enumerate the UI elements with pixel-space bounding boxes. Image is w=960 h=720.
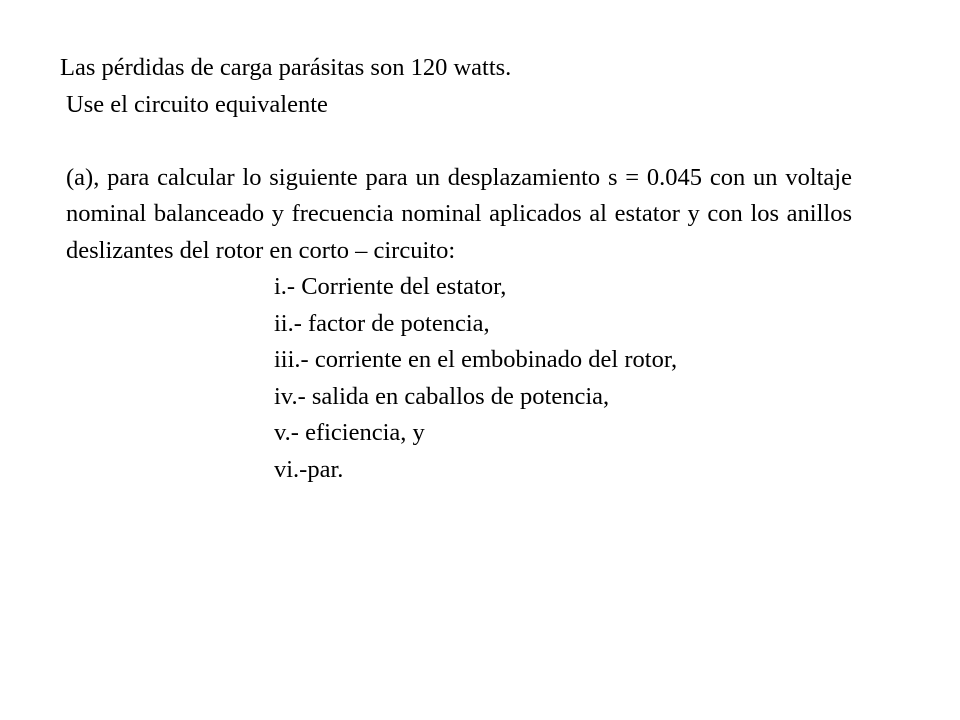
calculation-list	[60, 269, 852, 488]
calculation-paragraph: (a), para calcular lo siguiente para un desplazamiento s = 0.045 con un voltaje nominal balanceado y frecuencia nominal aplicados al estator y con los anillos deslizantes del rotor en corto – circuito:	[66, 163, 852, 264]
blank-line	[60, 123, 852, 160]
list-item-power-factor: ii.- factor de potencia,	[274, 309, 490, 337]
equivalent-circuit-line: Use el circuito equivalente	[66, 90, 328, 118]
parasitic-losses-line: Las pérdidas de carga parásitas son 120 watts.	[60, 54, 512, 81]
list-item-torque: vi.-par.	[274, 455, 344, 483]
list-item-efficiency: v.- eficiencia, y	[274, 419, 425, 446]
list-item-rotor-current: iii.- corriente en el embobinado del rotor,	[274, 346, 678, 373]
list-item-stator-current: i.- Corriente del estator,	[274, 273, 507, 300]
slide-text-block	[60, 50, 852, 488]
list-item-horsepower-output: iv.- salida en caballos de potencia,	[274, 382, 610, 410]
